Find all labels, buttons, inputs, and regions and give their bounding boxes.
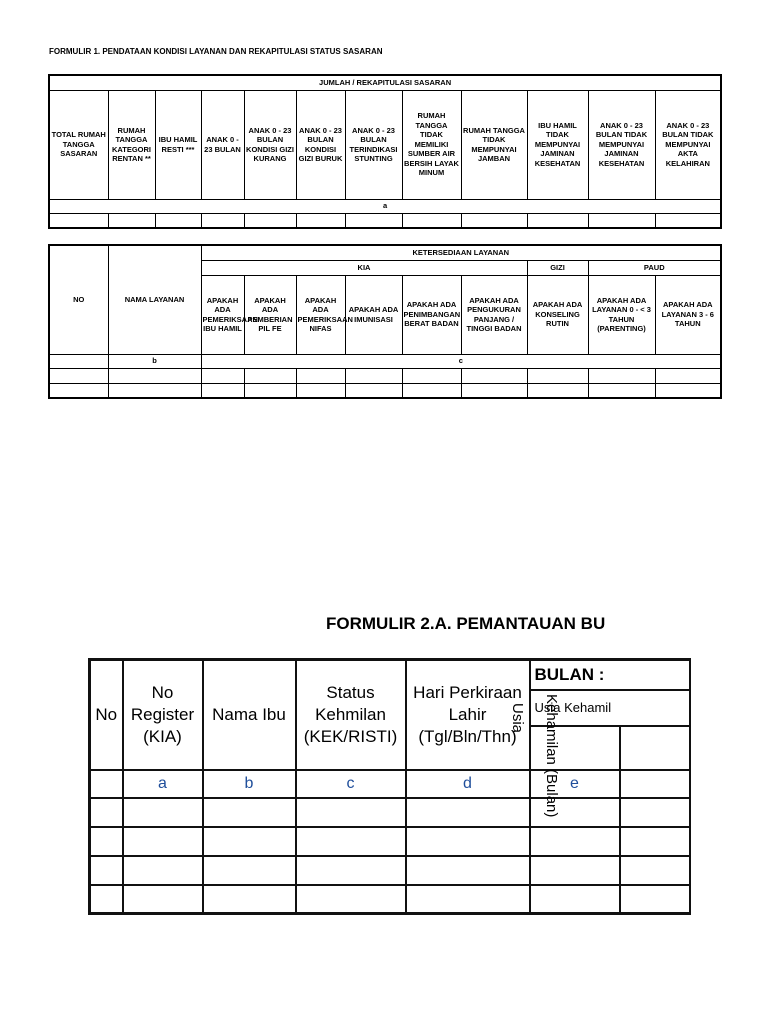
col-total-rumah-tangga: TOTAL RUMAH TANGGA SASARAN [49, 90, 108, 199]
hari-perkiraan-lahir-label: Hari Perkiraan Lahir (Tgl/Bln/Thn) [413, 682, 522, 746]
code-d: d [406, 770, 530, 798]
col-rumah-tangga-rentan: RUMAH TANGGA KATEGORI RENTAN ** [108, 90, 155, 199]
col-no: No [90, 660, 123, 770]
code-a: a [123, 770, 203, 798]
col-jamban: RUMAH TANGGA TIDAK MEMPUNYAI JAMBAN [461, 90, 527, 199]
code-cell [90, 770, 123, 798]
data-cell[interactable] [402, 368, 461, 383]
data-cell[interactable] [296, 213, 345, 228]
col-no: NO [49, 245, 108, 354]
col-penimbangan: APAKAH ADA PENIMBANGAN BERAT BADAN [402, 275, 461, 354]
ketersediaan-layanan-table [48, 244, 722, 399]
data-cell[interactable] [620, 885, 690, 914]
data-cell[interactable] [49, 383, 108, 398]
col-no-register: No Register (KIA) [123, 660, 203, 770]
data-cell[interactable] [203, 856, 296, 885]
code-cell [620, 770, 690, 798]
data-cell[interactable] [620, 798, 690, 827]
data-cell[interactable] [108, 213, 155, 228]
data-cell[interactable] [244, 213, 296, 228]
kehamilan-bulan-rotated-label: Kehamilan (Bulan) [542, 693, 560, 817]
col-anak-jaminan: ANAK 0 - 23 BULAN TIDAK MEMPUNYAI JAMINAN KESEHATAN [588, 90, 655, 199]
data-cell[interactable] [49, 213, 108, 228]
data-cell[interactable] [123, 885, 203, 914]
data-cell[interactable] [90, 798, 123, 827]
col-gizi-kurang: ANAK 0 - 23 BULAN KONDISI GIZI KURANG [244, 90, 296, 199]
col-air-bersih: RUMAH TANGGA TIDAK MEMILIKI SUMBER AIR BERSIH LAYAK MINUM [402, 90, 461, 199]
col-layanan-0-3: APAKAH ADA LAYANAN 0 - < 3 TAHUN (PARENTING) [588, 275, 655, 354]
data-cell[interactable] [108, 368, 201, 383]
usia-kehamilan-label: Usia Kehamil [530, 690, 690, 726]
data-cell[interactable] [201, 368, 244, 383]
data-cell[interactable] [49, 368, 108, 383]
data-cell[interactable] [406, 798, 530, 827]
col-nama-layanan: NAMA LAYANAN [108, 245, 201, 354]
group-header-ketersediaan: KETERSEDIAAN LAYANAN [201, 245, 721, 260]
data-cell[interactable] [108, 383, 201, 398]
data-cell[interactable] [201, 383, 244, 398]
code-b: b [108, 354, 201, 368]
form1-title: FORMULIR 1. PENDATAAN KONDISI LAYANAN DAN REKAPITULASI STATUS SASARAN [49, 47, 383, 56]
code-a: a [49, 199, 721, 213]
data-cell[interactable] [123, 856, 203, 885]
data-cell[interactable] [527, 368, 588, 383]
data-cell[interactable] [203, 827, 296, 856]
blank-header-cell [620, 726, 690, 770]
data-cell[interactable] [296, 368, 345, 383]
data-cell[interactable] [620, 827, 690, 856]
data-cell[interactable] [461, 368, 527, 383]
data-cell[interactable] [655, 368, 721, 383]
data-cell[interactable] [588, 383, 655, 398]
data-cell[interactable] [345, 368, 402, 383]
data-cell[interactable] [296, 383, 345, 398]
data-cell[interactable] [530, 885, 620, 914]
data-cell[interactable] [461, 213, 527, 228]
data-cell[interactable] [530, 856, 620, 885]
col-akta-kelahiran: ANAK 0 - 23 BULAN TIDAK MEMPUNYAI AKTA KELAHIRAN [655, 90, 721, 199]
data-cell[interactable] [345, 213, 402, 228]
form2a-section [0, 600, 619, 1024]
code-c: c [296, 770, 406, 798]
data-cell[interactable] [406, 885, 530, 914]
col-hari-perkiraan-lahir [406, 660, 530, 770]
rekapitulasi-sasaran-table [48, 74, 722, 229]
data-cell[interactable] [402, 213, 461, 228]
data-cell[interactable] [406, 856, 530, 885]
form2a-title: FORMULIR 2.A. PEMANTAUAN BU [326, 614, 606, 633]
col-imunisasi: APAKAH ADA IMUNISASI [345, 275, 402, 354]
subgroup-paud: PAUD [588, 260, 721, 275]
data-cell[interactable] [530, 827, 620, 856]
data-cell[interactable] [155, 213, 201, 228]
data-cell[interactable] [406, 827, 530, 856]
data-cell[interactable] [90, 827, 123, 856]
col-konseling: APAKAH ADA KONSELING RUTIN [527, 275, 588, 354]
col-status-kehamilan: Status Kehmilan (KEK/RISTI) [296, 660, 406, 770]
data-cell[interactable] [90, 885, 123, 914]
col-gizi-buruk: ANAK 0 - 23 BULAN KONDISI GIZI BURUK [296, 90, 345, 199]
pemantauan-table [88, 658, 691, 915]
data-cell[interactable] [201, 213, 244, 228]
data-cell[interactable] [588, 368, 655, 383]
code-b: b [203, 770, 296, 798]
data-cell[interactable] [203, 885, 296, 914]
col-pemeriksaan-nifas: APAKAH ADA PEMERIKSAAN NIFAS [296, 275, 345, 354]
col-nama-ibu: Nama Ibu [203, 660, 296, 770]
col-pil-fe: APAKAH ADA PEMBERIAN PIL FE [244, 275, 296, 354]
col-stunting: ANAK 0 - 23 BULAN TERINDIKASI STUNTING [345, 90, 402, 199]
bulan-label: BULAN : [530, 660, 690, 690]
data-cell[interactable] [296, 827, 406, 856]
code-e: e [530, 770, 620, 798]
col-ibu-jaminan: IBU HAMIL TIDAK MEMPUNYAI JAMINAN KESEHATAN [527, 90, 588, 199]
data-cell[interactable] [123, 827, 203, 856]
code-cell [49, 354, 108, 368]
code-c: c [201, 354, 721, 368]
col-pengukuran: APAKAH ADA PENGUKURAN PANJANG / TINGGI BADAN [461, 275, 527, 354]
data-cell[interactable] [244, 383, 296, 398]
subgroup-gizi: GIZI [527, 260, 588, 275]
col-layanan-3-6: APAKAH ADA LAYANAN 3 - 6 TAHUN [655, 275, 721, 354]
data-cell[interactable] [123, 798, 203, 827]
data-cell[interactable] [527, 383, 588, 398]
data-cell[interactable] [244, 368, 296, 383]
col-anak-0-23: ANAK 0 - 23 BULAN [201, 90, 244, 199]
data-cell[interactable] [203, 798, 296, 827]
col-pemeriksaan-ibu-hamil: APAKAH ADA PEMERIKSAAN IBU HAMIL [201, 275, 244, 354]
data-cell[interactable] [527, 213, 588, 228]
data-cell[interactable] [296, 856, 406, 885]
data-cell[interactable] [402, 383, 461, 398]
data-cell[interactable] [461, 383, 527, 398]
data-cell[interactable] [588, 213, 655, 228]
data-cell[interactable] [620, 856, 690, 885]
subgroup-kia: KIA [201, 260, 527, 275]
data-cell[interactable] [296, 798, 406, 827]
data-cell[interactable] [296, 885, 406, 914]
data-cell[interactable] [345, 383, 402, 398]
data-cell[interactable] [655, 383, 721, 398]
col-ibu-hamil-resti: IBU HAMIL RESTI *** [155, 90, 201, 199]
group-header-jumlah: JUMLAH / REKAPITULASI SASARAN [49, 75, 721, 90]
data-cell[interactable] [655, 213, 721, 228]
usia-rotated-label: Usia [509, 702, 527, 734]
data-cell[interactable] [90, 856, 123, 885]
